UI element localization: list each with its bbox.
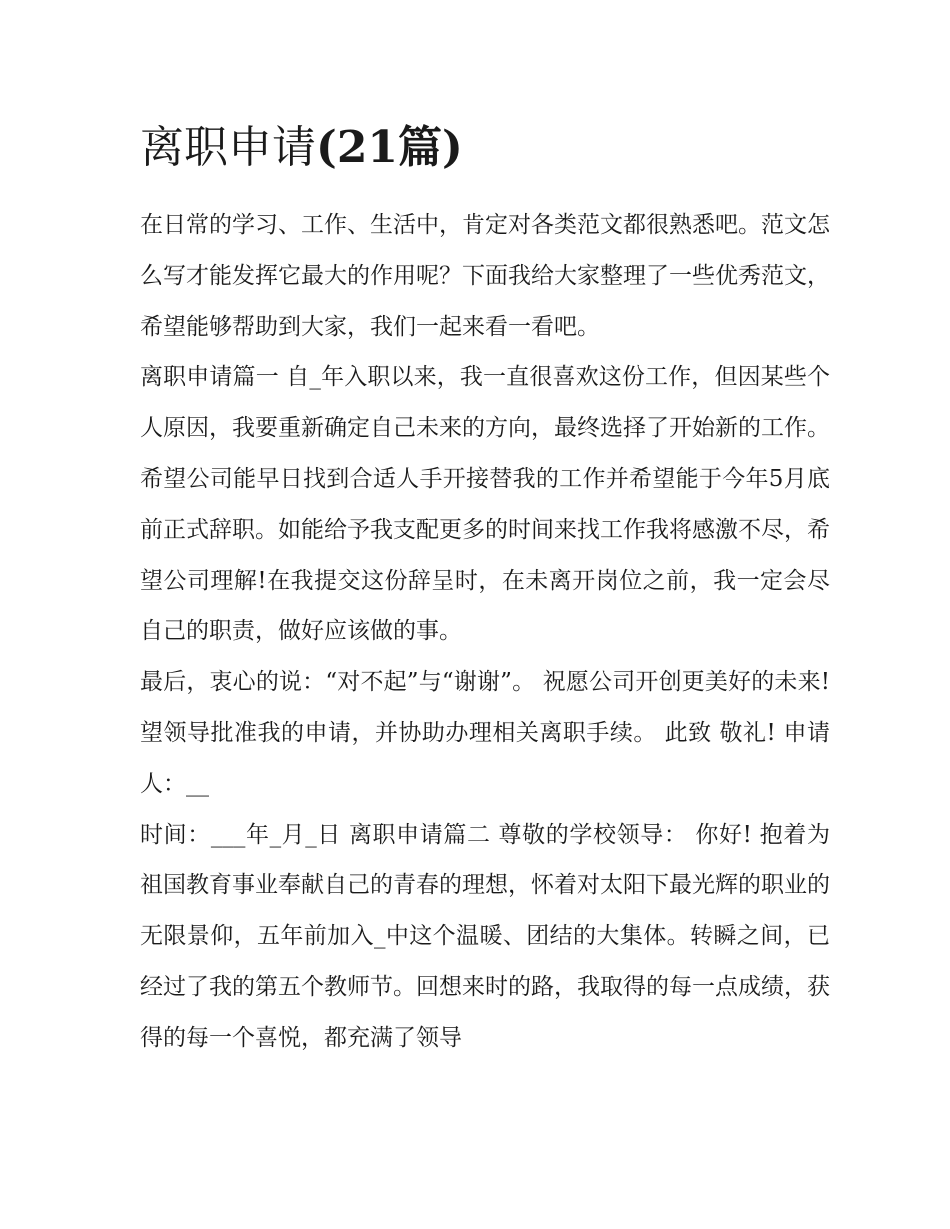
document-page bbox=[140, 118, 830, 1064]
paragraph-3: 最后，衷心的说：“对不起”与“谢谢”。 祝愿公司开创更美好的未来! 望领导批准我的申请，并协助办理相关离职手续。 此致 敬礼! 申请人：__ bbox=[140, 669, 830, 797]
paragraph-intro: 在日常的学习、工作、生活中，肯定对各类范文都很熟悉吧。范文怎么写才能发挥它最大的作用呢？下面我给大家整理了一些优秀范文，希望能够帮助到大家，我们一起来看一看吧。 bbox=[140, 212, 830, 340]
title-main: 离职申请 bbox=[140, 122, 316, 173]
paragraph-1: 离职申请篇一 自_年入职以来，我一直很喜欢这份工作，但因某些个人原因，我要重新确定自己未来的方向，最终选择了开始新的工作。 bbox=[140, 364, 830, 442]
document-title bbox=[140, 118, 830, 178]
paragraph-2: 希望公司能早日找到合适人手开接替我的工作并希望能于今年5月底前正式辞职。如能给予我支配更多的时间来找工作我将感激不尽，希望公司理解!在我提交这份辞呈时，在未离开岗位之前，我一定会尽自己的职责，做好应该做的事。 bbox=[140, 465, 830, 645]
title-count: (21篇) bbox=[316, 122, 463, 173]
paragraph-4: 时间：___年_月_日 离职申请篇二 尊敬的学校领导： 你好! 抱着为祖国教育事业奉献自己的青春的理想，怀着对太阳下最光辉的职业的无限景仰，五年前加入_中这个温暖、团结的大集体。转瞬之间，已经过了我的第五个教师节。回想来时的路，我取得的每一点成绩，获得的每一个喜悦，都充满了领导 bbox=[140, 821, 830, 1051]
